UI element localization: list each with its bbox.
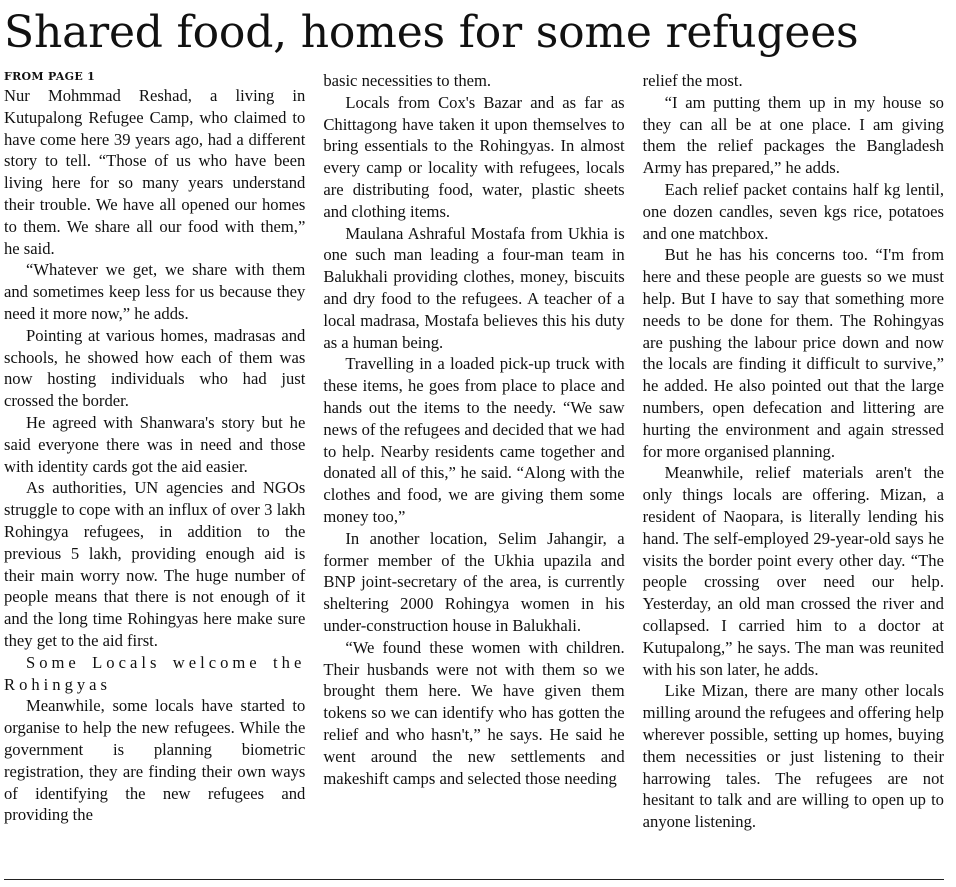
column-2 <box>323 70 624 833</box>
paragraph: He agreed with Shanwara's story but he said everyone there was in need and those with identity cards got the aid easier. <box>4 412 306 476</box>
paragraph: Each relief packet contains half kg lentil, one dozen candles, seven kgs rice, potatoes and one matchbox. <box>642 179 944 243</box>
paragraph: Maulana Ashraful Mostafa from Ukhia is one such man leading a four-man team in Balukhali providing clothes, money, biscuits and dry food to the refugees. A teacher of a local madrasa, Mostafa believes this his duty as a human being. <box>323 223 625 352</box>
paragraph: In another location, Selim Jahangir, a former member of the Ukhia upazila and BNP joint-secretary of the area, is currently sheltering 2000 Rohingya women in his under-construction house in Balukhali. <box>323 528 625 635</box>
column-3 <box>643 70 944 833</box>
paragraph: Pointing at various homes, madrasas and schools, he showed how each of them was now hosting individuals who had just crossed the border. <box>4 325 306 411</box>
paragraph: Locals from Cox's Bazar and as far as Chittagong have taken it upon themselves to bring essentials to the Rohingyas. In almost every camp or locality with refugees, locals are distributing food, water, plastic sheets and clothing items. <box>323 92 625 221</box>
paragraph: But he has his concerns too. “I'm from here and these people are guests so we must help. But I have to say that something more needs to be done for them. The Rohingyas are pushing the labour price down and now the locals are finding it difficult to survive,” he added. He also pointed out that the large numbers, open defecation and littering are hurting the environment and again stressed for more organised planning. <box>642 245 944 461</box>
paragraph: Meanwhile, relief materials aren't the only things locals are offering. Mizan, a resident of Naopara, is literally lending his hand. The self-employed 29-year-old says he visits the border point every other day. “The people crossing over need our help. Yesterday, an old man crossed the river and collapsed. I carried him to a doctor at Kutupalong,” he says. The man was reunited with his son later, he adds. <box>642 463 944 679</box>
column-1 <box>4 70 305 833</box>
paragraph: Nur Mohmmad Reshad, a living in Kutupalong Refugee Camp, who claimed to have come here 39 years ago, had a different story to tell. “Those of us who have been living here for so many years understand their trouble. We have all opened our homes to them. We share all our food with them,” he said. <box>4 86 306 258</box>
headline: Shared food, homes for some refugees <box>4 7 859 58</box>
article-columns <box>4 70 944 833</box>
section-subhead: Some Locals welcome the Rohingyas <box>4 652 306 694</box>
paragraph: “Whatever we get, we share with them and sometimes keep less for us because they need it more now,” he adds. <box>4 260 306 323</box>
paragraph: relief the most. <box>642 71 743 90</box>
paragraph: Like Mizan, there are many other locals milling around the refugees and offering help wherever possible, setting up homes, buying them necessities or just listening to their harrowing tales. The refugees are not hesitant to talk and are willing to open up to anyone listening. <box>642 681 944 832</box>
paragraph: As authorities, UN agencies and NGOs struggle to cope with an influx of over 3 lakh Rohingya refugees, in addition to the previous 5 lakh, providing enough aid is their main worry now. The huge number of people means that there is not enough of it and the long time Rohingyas here make sure they get to the aid first. <box>4 478 306 650</box>
paragraph: “We found these women with children. Their husbands were not with them so we brought them here. We have given them tokens so we can identify who has gotten the relief and who hasn't,” he says. He said he went around the new settlements and makeshift camps and selected those needing <box>323 637 625 788</box>
paragraph: Travelling in a loaded pick-up truck with these items, he goes from place to place and hands out the items to the needy. “We saw news of the refugees and decided that we had to help. Nearby residents came together and donated all of this,” he said. “Along with the clothes and food, we are giving them some money too,” <box>323 354 625 526</box>
paragraph: basic necessities to them. <box>323 71 492 90</box>
paragraph: Meanwhile, some locals have started to organise to help the new refugees. While the government is planning biometric registration, they are finding their own ways of identifying the new refugees and providing the <box>4 696 306 825</box>
bottom-rule <box>4 879 944 880</box>
continued-from-label: FROM PAGE 1 <box>4 70 96 83</box>
paragraph: “I am putting them up in my house so they can all be at one place. I am giving them the relief packages the Bangladesh Army has prepared,” he adds. <box>642 92 944 178</box>
